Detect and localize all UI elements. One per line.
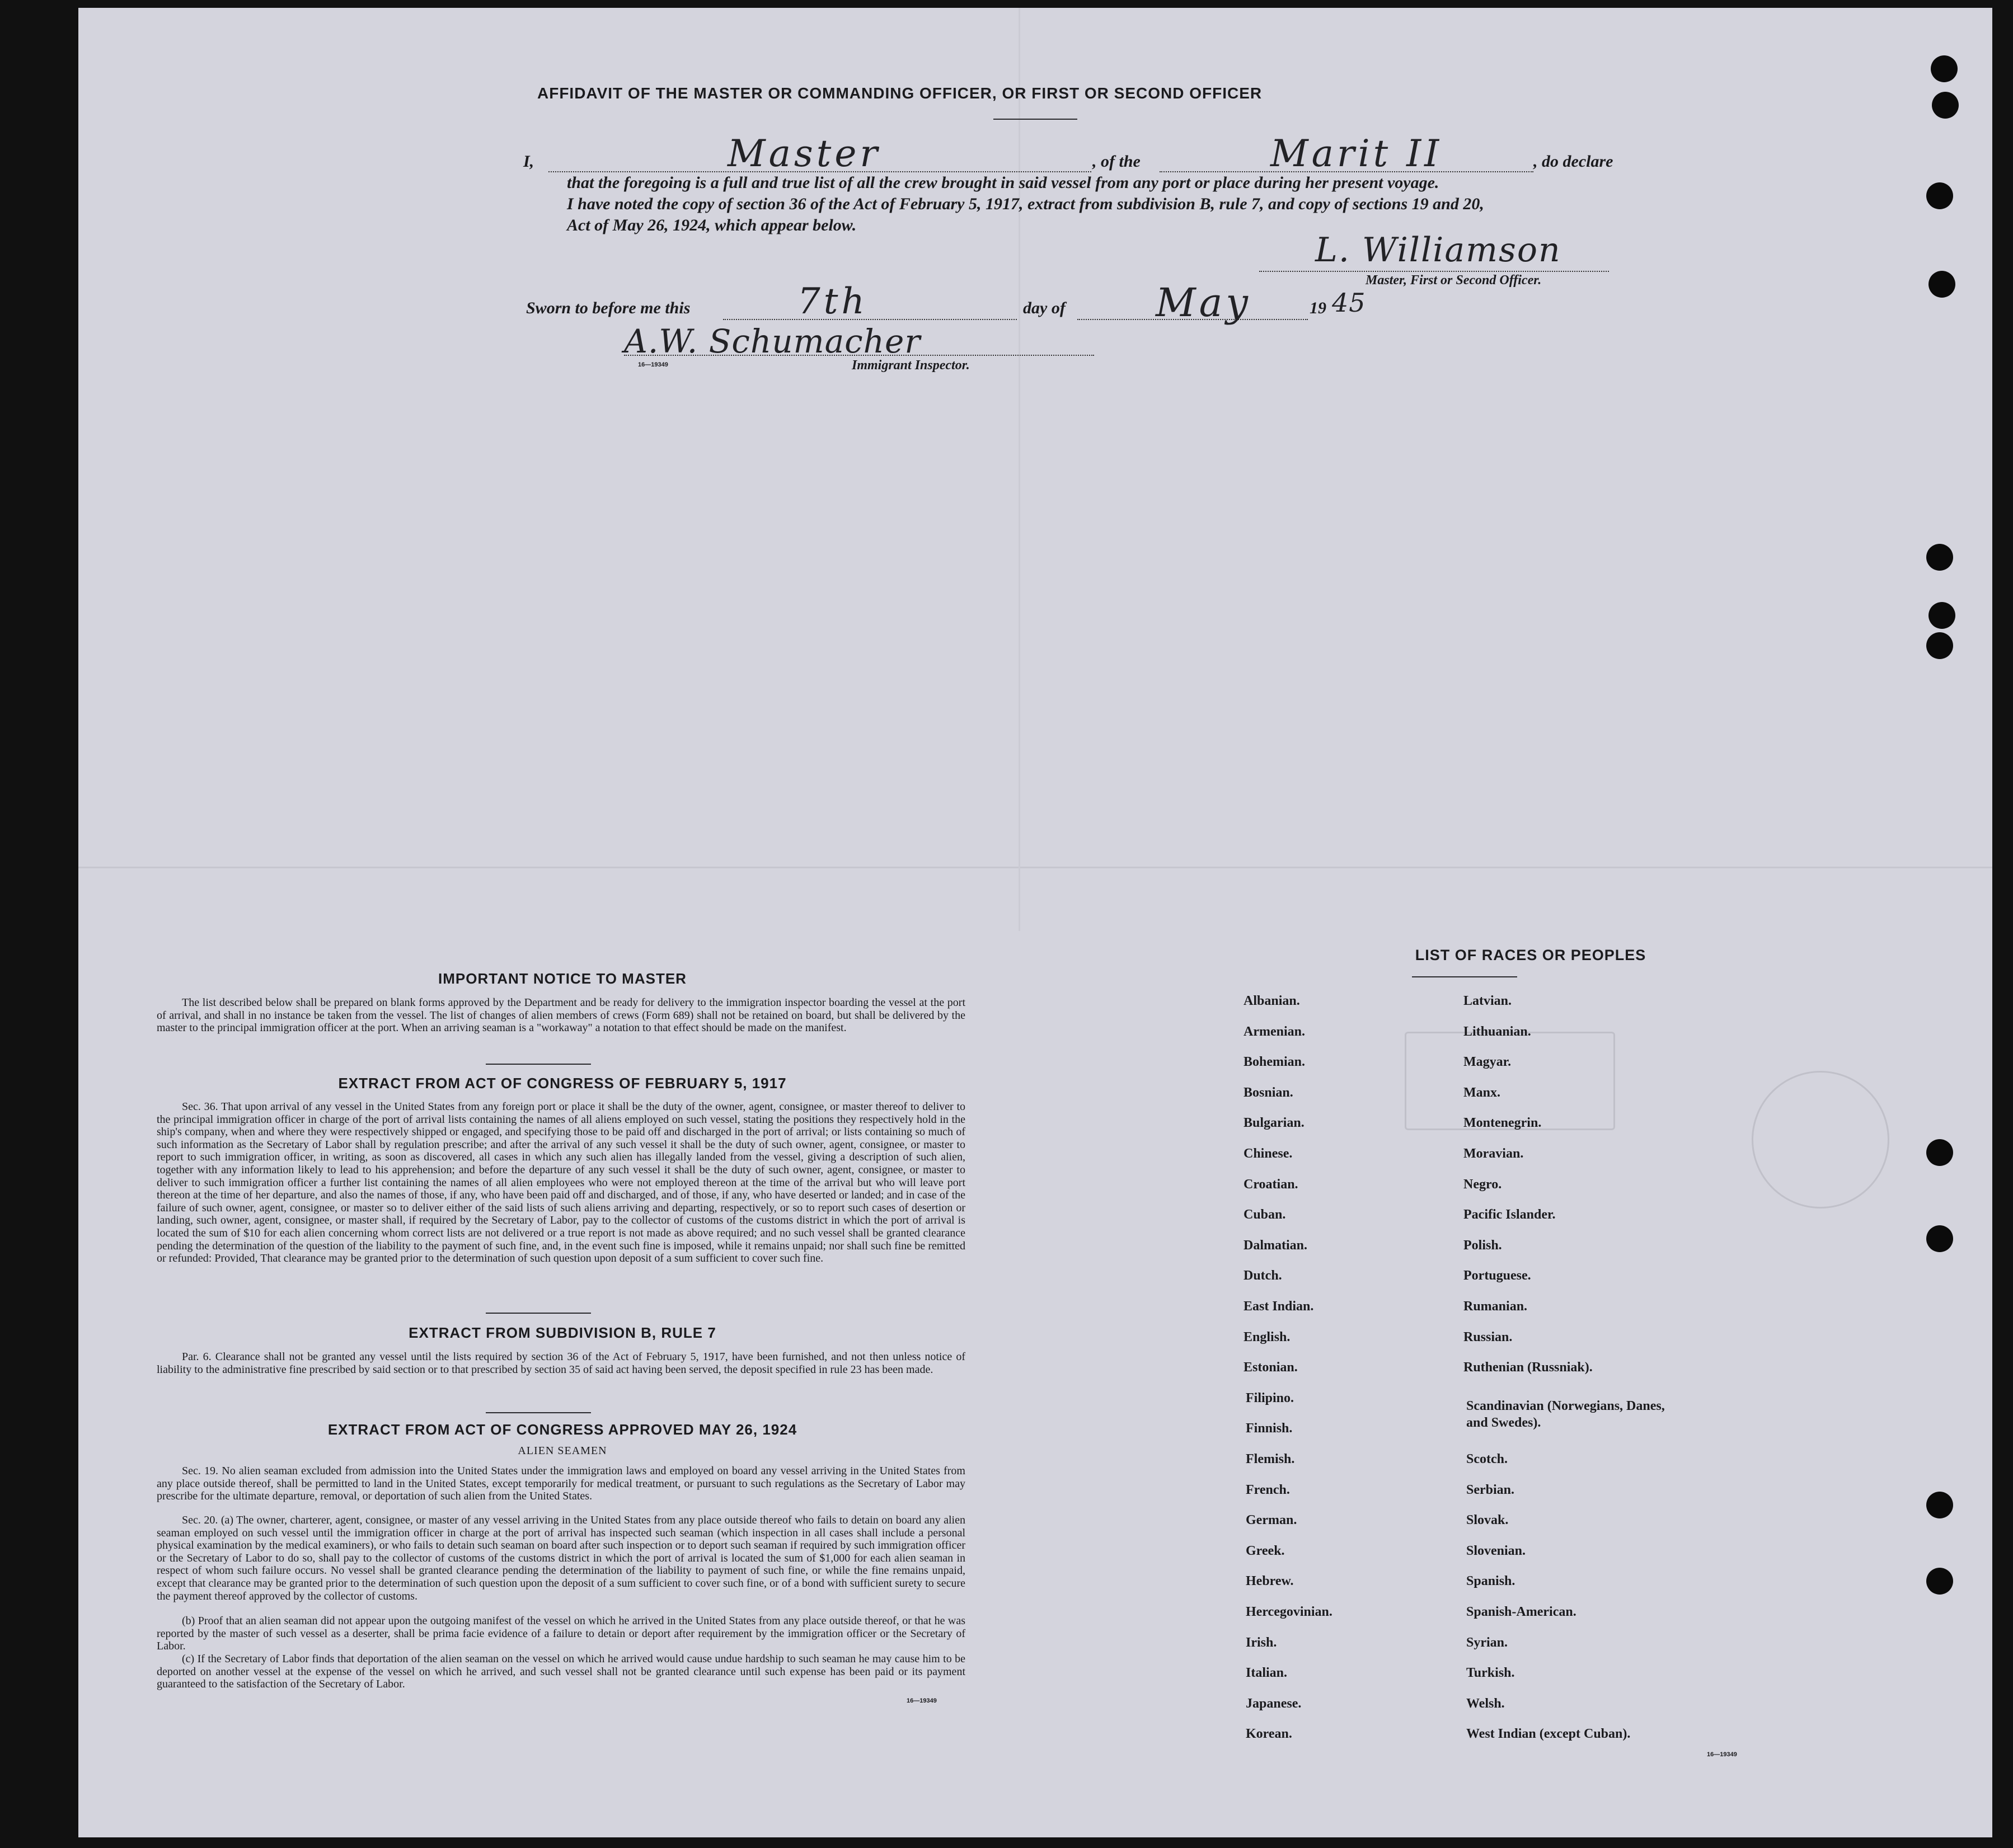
heading-rule [993,119,1077,120]
race-item: Hebrew. [1246,1574,1294,1589]
section-rule [486,1064,591,1065]
race-item: Scandinavian (Norwegians, Danes, and Swedes). [1466,1398,1665,1430]
race-item: Spanish-American. [1466,1605,1576,1619]
race-item: Scotch. [1466,1452,1508,1466]
affidavit-line-4: Act of May 26, 1924, which appear below. [567,216,857,234]
affidavit-line-3: I have noted the copy of section 36 of the Act of February 5, 1917, extract from subdivision B, rule 7, and copy of sections 19 and 20, [567,195,1484,213]
race-item: Magyar. [1463,1055,1512,1070]
race-item: Spanish. [1466,1574,1515,1589]
race-item: Moravian. [1463,1146,1524,1161]
race-item: West Indian (except Cuban). [1466,1727,1631,1742]
race-item: East Indian. [1244,1299,1314,1314]
races-heading: LIST OF RACES OR PEOPLES [1415,947,1646,963]
document-page [78,8,1992,1837]
extract-rule7-text: Par. 6. Clearance shall not be granted any vessel until the lists required by section 36 of the Act of February 5, 1917, have been furnished, and not then unless notice of liability to the administrative fine prescribed by said section or to that prescribed by section 35 of said act having been served, the deposit specified in rule 23 has been made. [157,1351,965,1376]
race-item: Welsh. [1466,1696,1505,1711]
faint-seal [1752,1071,1889,1209]
race-item: Bulgarian. [1244,1116,1305,1131]
punch-hole [1926,1225,1953,1252]
sworn-day-handwritten: 7th [797,281,868,322]
sec-20a-text: Sec. 20. (a) The owner, charterer, agent, consignee, or master of any vessel arriving in the United States from any place outside thereof who fails to detain on board any alien seaman employed on such vessel until the immigration officer in charge at the port of arrival has inspected such seaman (which inspection in all cases shall include a personal physical examination by the medical examiners), or who fails to detain such seaman on board after such inspection or to deport such seaman if required by such immigration officer or the Secretary of Labor to do so, shall pay to the collector of customs of the customs district in which the port of arrival is located the sum of $1,000 for each alien seaman in respect of whom such failure occurs. No vessel shall be granted clearance pending the determination of the liability to payment of such fine, or while the fine remains unpaid, except that clearance may be granted prior to the determination of such question upon the deposit of a sum sufficient to cover such fine, or of a bond with sufficient surety to secure the payment thereof approved by the collector of customs. [157,1514,965,1602]
race-item: Finnish. [1246,1421,1293,1436]
race-item: Portuguese. [1463,1268,1531,1283]
race-item: Hercegovinian. [1246,1605,1332,1619]
race-item: Croatian. [1244,1177,1298,1192]
race-item: Russian. [1463,1329,1513,1344]
race-item: Estonian. [1244,1360,1298,1375]
extract-1924-heading: EXTRACT FROM ACT OF CONGRESS APPROVED MAY 26, 1924 [327,1421,797,1438]
race-item: Cuban. [1244,1207,1286,1222]
race-item: Polish. [1463,1238,1502,1253]
alien-seamen-subheading: ALIEN SEAMEN [518,1445,607,1457]
form-number: 16—19349 [638,361,668,368]
race-item: Montenegrin. [1463,1116,1542,1131]
punch-hole [1932,92,1959,119]
race-item: Serbian. [1466,1482,1515,1497]
race-item: Slovak. [1466,1513,1509,1528]
section-rule [486,1313,591,1314]
race-item: Bohemian. [1244,1055,1306,1070]
race-item: Turkish. [1466,1666,1515,1681]
race-item: Armenian. [1244,1024,1305,1039]
punch-hole [1928,602,1955,629]
race-item: Chinese. [1244,1146,1293,1161]
race-item: Flemish. [1246,1452,1295,1466]
race-item: Rumanian. [1463,1299,1528,1314]
punch-hole [1926,632,1953,659]
race-item: Filipino. [1246,1390,1294,1405]
heading-rule [1412,976,1517,977]
race-item: Latvian. [1463,994,1512,1008]
affidavit-line-2: that the foregoing is a full and true list of all the crew brought in said vessel from any port or place during her present voyage. [567,173,1439,192]
race-item: English. [1244,1329,1291,1344]
affidavit-heading: AFFIDAVIT OF THE MASTER OR COMMANDING OFFICER, OR FIRST OR SECOND OFFICER [537,84,1263,102]
punch-hole [1928,271,1955,298]
sworn-month-handwritten: May [1156,280,1251,326]
race-item: Greek. [1246,1543,1285,1558]
punch-hole [1931,55,1958,82]
race-item: Dalmatian. [1244,1238,1307,1253]
race-item: Korean. [1246,1727,1292,1742]
year-prefix: 19 [1310,299,1326,317]
race-item: Slovenian. [1466,1543,1526,1558]
section-rule [486,1412,591,1413]
inspector-caption: Immigrant Inspector. [852,358,970,373]
punch-hole [1926,1139,1953,1166]
race-item: German. [1246,1513,1297,1528]
race-item: Syrian. [1466,1635,1508,1650]
race-item: Japanese. [1246,1696,1302,1711]
inspector-blank [624,355,1094,356]
year-suffix-handwritten: 45 [1332,288,1366,318]
race-item: Irish. [1246,1635,1277,1650]
extract-rule7-heading: EXTRACT FROM SUBDIVISION B, RULE 7 [409,1324,716,1341]
sec-20c-text: (c) If the Secretary of Labor finds that deportation of the alien seaman on the vessel on which he arrived would cause undue hardship to such seaman he may cause him to be deported on another vessel at the expense of the vessel on which he arrived, and such vessel shall not be granted clearance until such expense has been paid or its payment guaranteed to the satisfaction of the Secretary of Labor. [157,1653,965,1691]
day-of-label: day of [1023,299,1066,317]
notice-heading: IMPORTANT NOTICE TO MASTER [438,970,687,987]
race-item: Negro. [1463,1177,1502,1192]
race-item: Pacific Islander. [1463,1207,1556,1222]
extract-1917-text: Sec. 36. That upon arrival of any vessel in the United States from any foreign port or place it shall be the duty of the owner, agent, consignee, or master thereof to deliver to the principal immigration officer in charge of the port of arrival lists containing the names of all aliens employed on such vessel, stating the positions they respectively hold in the ship's company, when and where they were respectively shipped or engaged, and specifying those to be paid off and discharged in the port of arrival; or lists containing so much of such information as the Secretary of Labor shall by regulation prescribe; and after the arrival of any such vessel it shall be the duty of such owner, agent, consignee, or master to report to such immigration officer, in writing, as soon as discovered, all cases in which any such alien has illegally landed from the vessel, giving a description of such alien, together with any information likely to lead to his apprehension; and before the departure of any such vessel it shall be the duty of such owner, agent, consignee, or master to deliver to such immigration officer a further list containing the names of all alien employees who were not employed thereon at the time of the arrival but who will leave port thereon at the time of her departure, and also the names of those, if any, who have been paid off and discharged, and of those, if any, who have deserted or landed; and in case of the failure of such owner, agent, consignee, or master so to deliver either of the said lists of such aliens arriving and departing, respectively, or so to report such cases of desertion or landing, such owner, agent, consignee, or master shall, if required by the Secretary of Labor, pay to the collector of customs of the customs district in which the port of arrival is located the sum of $10 for each alien concerning whom correct lists are not delivered or a true report is not made as above required; and no such vessel shall be granted clearance pending the determination of the question of the liability to the payment of such fine, and, in the event such fine is imposed, while it remains unpaid; nor shall such fine be remitted or refunded: Provided, That clearance may be granted prior to the determination of such question upon deposit of a sum sufficient to cover such fine. [157,1101,965,1265]
notice-text: The list described below shall be prepared on blank forms approved by the Department and be ready for delivery to the immigration inspector boarding the vessel at the port of arrival, and shall in no instance be taken from the vessel. The list of changes of alien members of crews (Form 689) shall not be retained on board, but shall be delivered by the master to the principal immigration officer at the port. When an arriving seaman is a "workaway" a notation to that effect should be made on the manifest. [157,996,965,1034]
sec-20b-text: (b) Proof that an alien seaman did not appear upon the outgoing manifest of the vessel on which he arrived in the United States from any place outside thereof, or that he was reported by the master of such vessel as a deserter, shall be prima facie evidence of a failure to detain or deport after requirement by the immigration officer or the Secretary of Labor. [157,1615,965,1653]
affidavit-declare-label: , do declare [1533,152,1613,171]
form-number: 16—19349 [1707,1751,1737,1758]
sec-19-text: Sec. 19. No alien seaman excluded from admission into the United States under the immigration laws and employed on board any vessel arriving in the United States from any place outside thereof, shall be permitted to land in the United States, except temporarily for medical treatment, or pursuant to such regulations as the Secretary of Labor may prescribe for the ultimate departure, removal, or deportation of such alien from the United States. [157,1465,965,1503]
master-title-handwritten: Master [728,132,881,175]
officer-caption: Master, First or Second Officer. [1366,273,1542,288]
vessel-name-handwritten: Marit II [1270,132,1443,175]
race-item: Lithuanian. [1463,1024,1531,1039]
punch-hole [1926,182,1953,209]
fold-crease [1019,8,1020,931]
race-item: Ruthenian (Russniak). [1463,1360,1593,1375]
race-item: Bosnian. [1244,1085,1293,1100]
punch-hole [1926,1492,1953,1518]
form-number: 16—19349 [907,1697,937,1704]
fold-crease [78,867,1992,868]
officer-signature: L. Williamson [1315,231,1561,270]
extract-1917-heading: EXTRACT FROM ACT OF CONGRESS OF FEBRUARY 5, 1917 [338,1075,787,1092]
punch-hole [1926,544,1953,571]
inspector-signature: A.W. Schumacher [624,322,921,360]
race-item: Italian. [1246,1666,1288,1681]
affidavit-of-the-label: , of the [1092,152,1141,171]
signature-blank [1259,271,1609,272]
race-item: Manx. [1463,1085,1500,1100]
race-item: Albanian. [1244,994,1300,1008]
affidavit-i-label: I, [523,152,534,171]
punch-hole [1926,1568,1953,1595]
race-item: Dutch. [1244,1268,1282,1283]
day-blank [723,319,1017,320]
race-item: French. [1246,1482,1290,1497]
sworn-label: Sworn to before me this [526,299,691,317]
